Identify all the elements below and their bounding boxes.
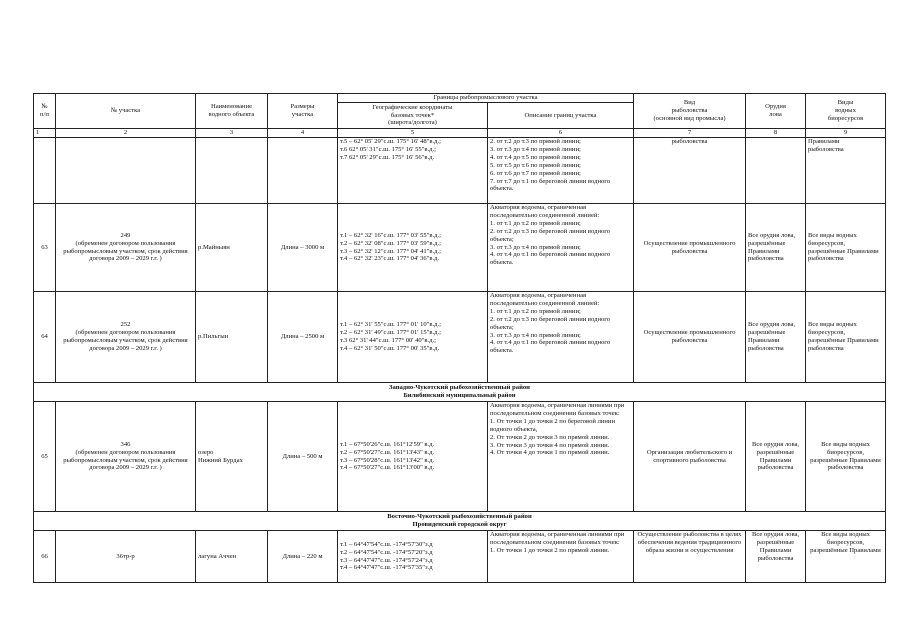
column-number: 9 <box>806 129 886 138</box>
cell-gear <box>746 138 806 204</box>
column-number: 2 <box>56 129 196 138</box>
column-number: 6 <box>488 129 634 138</box>
col-header-gear: Орудия лова <box>746 94 806 129</box>
cell-border-desc: Акватория водоема, ограниченная линиями при последовательном соединении базовых точек: 1. От точки 1 до точки 2 по береговой линии водного объекта, 2. От точки 2 до точки 3 по прямой линии. 3. От точки 3 до точки 4 по прямой линии. 4. От точки 4 до точки 1 по прямой линии. <box>488 402 634 512</box>
col-header-species: Виды водных биоресурсов <box>806 94 886 129</box>
cell-species: Правилами рыболовства <box>806 138 886 204</box>
cell-size: Длина – 500 м <box>268 402 338 512</box>
cell-fishing-type: Осуществление рыболовства в целях обеспечения ведения традиционного образа жизни и осуществления <box>634 531 746 583</box>
col-header-coords: Географические координаты базовых точек* (широта/долгота) <box>338 103 488 129</box>
cell-gear: Все орудия лова, разрешённые Правилами рыболовства <box>746 292 806 383</box>
cell-fishing-type: Осуществление промышленного рыболовства <box>634 292 746 383</box>
cell-water-body: озеро Нижний Бурдах <box>196 402 268 512</box>
col-header-num: № п/п <box>34 94 56 129</box>
cell-species: Все виды водных биоресурсов, разрешённые Правилами рыболовства <box>806 402 886 512</box>
cell-size: Длина – 3000 м <box>268 204 338 292</box>
section-header-row <box>34 383 886 402</box>
cell-border-desc: 2. от т.2 до т.3 по прямой линии; 3. от т.3 до т.4 по прямой линии; 4. от т.4 до т.5 по прямой линии; 5. от т.5 до т.6 по прямой линии; 6. от т.6 до т.7 по прямой линии; 7. от т.7 до т.1 по береговой линии водного объекта. <box>488 138 634 204</box>
cell-plot: 252 (обременен договором пользования рыбопромысловым участком, срок действия договора 2009 – 2029 г.г. ) <box>56 292 196 383</box>
column-number: 7 <box>634 129 746 138</box>
cell-water-body: лагуна Аччен <box>196 531 268 583</box>
cell-coords: т.1 – 62° 31' 55"с.ш. 177° 01' 10"в.д.; т.2 – 62° 31' 49"с.ш. 177° 01' 15"в.д.; т.3 62° 31' 44"с.ш. 177° 00' 40"в.д.; т.4 – 62° 31' 50"с.ш. 177° 00' 35"в.д. <box>338 292 488 383</box>
cell-water-body: р.Майныян <box>196 204 268 292</box>
cell-size: Длина – 220 м <box>268 531 338 583</box>
section-district-title: Билибинский муниципальный район <box>403 392 516 399</box>
cell-num <box>34 138 56 204</box>
cell-water-body: р.Пильгын <box>196 292 268 383</box>
cell-fishing-type: рыболовства <box>634 138 746 204</box>
cell-species: Все виды водных биоресурсов, разрешённые Правилами рыболовства <box>806 292 886 383</box>
col-header-plot-size: Размеры участка <box>268 94 338 129</box>
cell-gear: Все орудия лова, разрешённые Правилами рыболовства <box>746 402 806 512</box>
cell-num: 64 <box>34 292 56 383</box>
cell-border-desc: Акватория водоема, ограниченная линиями при последовательном соединении базовых точек: 1. От точки 1 до точки 2 по прямой линии. <box>488 531 634 583</box>
column-number: 5 <box>338 129 488 138</box>
column-number: 8 <box>746 129 806 138</box>
column-number: 1 <box>34 129 56 138</box>
table-row <box>34 292 886 383</box>
cell-size <box>268 138 338 204</box>
section-header-row <box>34 512 886 531</box>
cell-num: 66 <box>34 531 56 583</box>
column-number: 3 <box>196 129 268 138</box>
cell-coords: т.1 – 64°47'54"с.ш. -174°57'30"з.д т.2 – 64°47'54"с.ш. -174°57'20"з.д т.3 – 64°47'47"с.ш. -174°57'24"з.д т.4 – 64°47'47"с.ш. -174°57'35"з.д <box>338 531 488 583</box>
table-body <box>34 138 886 583</box>
section-region-title: Восточно-Чукотский рыбохозяйственный район <box>387 513 532 520</box>
table-header <box>34 94 886 138</box>
cell-fishing-type: Организация любительского и спортивного рыболовства <box>634 402 746 512</box>
col-header-border-desc: Описание границ участка <box>488 103 634 129</box>
cell-border-desc: Акватория водоема, ограниченная последовательно соединенной линией: 1. от т.1 до т.2 по прямой линии; 2. от т.2 до т.3 по береговой линии водного объекта; 3. от т.3 до т.4 по прямой линии; 4. от т.4 до т.1 по береговой линии водного объекта. <box>488 204 634 292</box>
col-header-water-body: Наименование водного объекта <box>196 94 268 129</box>
cell-coords: т.1 – 62° 32' 16"с.ш. 177° 03' 55"в.д.; т.2 – 62° 32' 08"с.ш. 177° 03' 59"в.д.; т.3 – 62° 32' 12"с.ш. 177° 04' 41"в.д.; т.4 – 62° 32' 23"с.ш. 177° 04' 36"в.д. <box>338 204 488 292</box>
section-region-title: Западно-Чукотский рыбохозяйственный район <box>389 384 530 391</box>
cell-gear: Все орудия лова, разрешённые Правилами рыболовства <box>746 531 806 583</box>
cell-border-desc: Акватория водоема, ограниченная последовательно соединенной линией: 1. от т.1 до т.2 по прямой линии; 2. от т.2 до т.3 по береговой линии водного объекта; 3. от т.3 до т.4 по прямой линии; 4. от т.4 до т.1 по береговой линии водного объекта. <box>488 292 634 383</box>
fishing-plots-table <box>33 93 886 583</box>
cell-num: 63 <box>34 204 56 292</box>
table-row <box>34 402 886 512</box>
column-number-row <box>34 129 886 138</box>
cell-size: Длина – 2500 м <box>268 292 338 383</box>
section-district-title: Провиденский городской округ <box>412 521 507 528</box>
cell-plot: 36тр-р <box>56 531 196 583</box>
cell-num: 65 <box>34 402 56 512</box>
cell-water-body <box>196 138 268 204</box>
col-header-borders-group: Границы рыбопромыслового участка <box>338 94 634 103</box>
table-row <box>34 531 886 583</box>
section-header <box>34 383 886 402</box>
cell-plot: 346 (обременен договором пользования рыбопромысловым участком, срок действия договора 2009 – 2029 г.г. ) <box>56 402 196 512</box>
cell-coords: т.1 – 67°50'26"с.ш. 161°12'59" в.д. т.2 – 67°50'27"с.ш. 161°13'43" в.д. т.3 – 67°50'28"с.ш. 161°13'42" в.д. т.4 – 67°50'27"с.ш. 161°13'00" в.д. <box>338 402 488 512</box>
cell-species: Все виды водных биоресурсов, разрешённые Правилами рыболовства <box>806 204 886 292</box>
cell-fishing-type: Осуществление промышленного рыболовства <box>634 204 746 292</box>
table-row-continued <box>34 138 886 204</box>
cell-plot: 249 (обременен договором пользования рыбопромысловым участком, срок действия договора 2009 – 2029 г.г. ) <box>56 204 196 292</box>
cell-plot <box>56 138 196 204</box>
table-row <box>34 204 886 292</box>
cell-species: Все виды водных биоресурсов, разрешённые Правилами <box>806 531 886 583</box>
column-number: 4 <box>268 129 338 138</box>
cell-coords: т.5 – 62° 05' 29"с.ш. 175° 16' 48"в.д.; т.6 62° 05' 31"с.ш. 175° 16' 55"в.д.; т.7 62° 05' 29"с.ш. 175° 16' 56"в.д. <box>338 138 488 204</box>
cell-gear: Все орудия лова, разрешённые Правилами рыболовства <box>746 204 806 292</box>
col-header-plot-no: № участка <box>56 94 196 129</box>
section-header <box>34 512 886 531</box>
col-header-fishing-type: Вид рыболовства (основной вид промысла) <box>634 94 746 129</box>
